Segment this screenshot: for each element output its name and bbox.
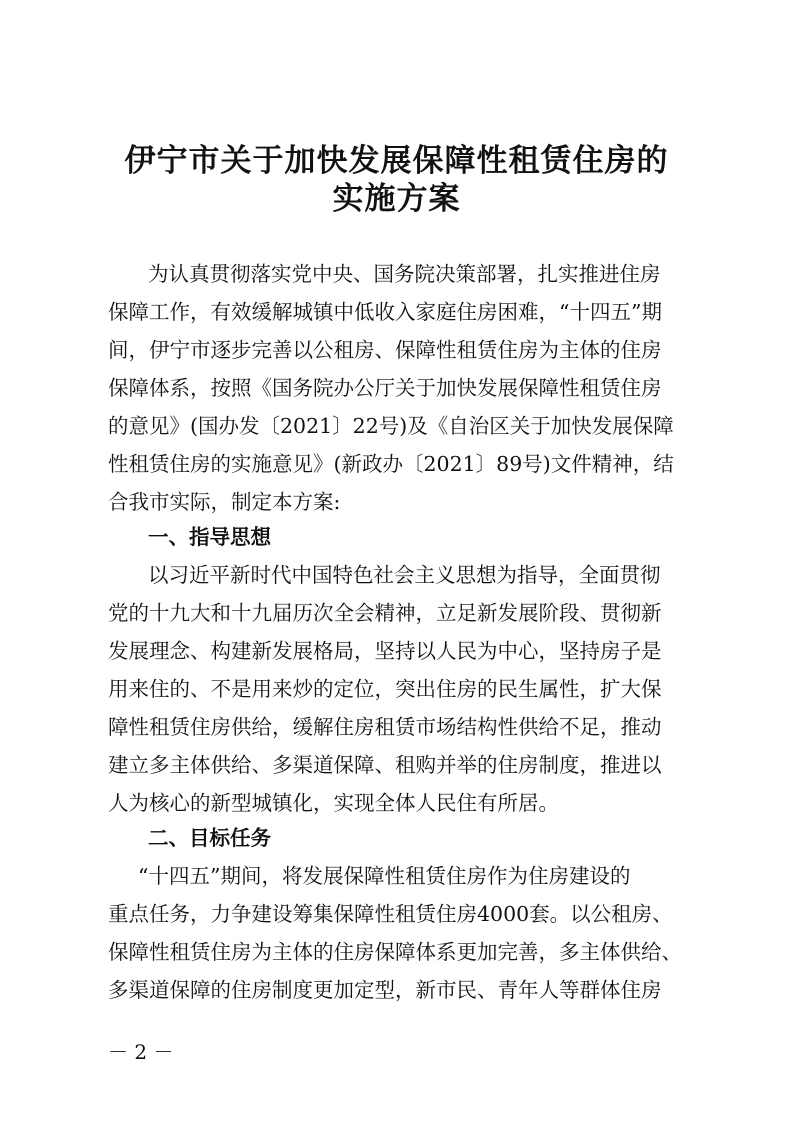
section1-paragraph-line: 党的十九大和十九届历次全会精神，立足新发展阶段、贯彻新 bbox=[108, 601, 662, 625]
section1-paragraph-line: 人为核心的新型城镇化，实现全体人民住有所居。 bbox=[108, 791, 559, 815]
section1-paragraph-line: 发展理念、构建新发展格局，坚持以人民为中心，坚持房子是 bbox=[108, 639, 662, 663]
section2-paragraph-line: 重点任务，力争建设筹集保障性租赁住房4000套。以公租房、 bbox=[108, 902, 673, 926]
intro-paragraph-line: 的意见》(国办发〔2021〕22号)及《自治区关于加快发展保障 bbox=[108, 414, 674, 438]
section1-paragraph-line: 以习近平新时代中国特色社会主义思想为指导，全面贯彻 bbox=[148, 563, 661, 587]
document-title-line-2: 实施方案 bbox=[332, 181, 461, 217]
page-number: － 2 － bbox=[108, 1040, 174, 1064]
intro-paragraph-line: 保障工作，有效缓解城镇中低收入家庭住房困难，“十四五”期 bbox=[108, 300, 662, 324]
intro-paragraph-line: 间，伊宁市逐步完善以公租房、保障性租赁住房为主体的住房 bbox=[108, 338, 662, 362]
intro-paragraph-line: 性租赁住房的实施意见》(新政办〔2021〕89号)文件精神，结 bbox=[108, 452, 674, 476]
section2-paragraph-line: 多渠道保障的住房制度更加定型，新市民、青年人等群体住房 bbox=[108, 978, 662, 1002]
section2-paragraph-line: 保障性租赁住房为主体的住房保障体系更加完善，多主体供给、 bbox=[108, 940, 682, 964]
section1-paragraph-line: 建立多主体供给、多渠道保障、租购并举的住房制度，推进以 bbox=[108, 753, 662, 777]
intro-paragraph-line: 合我市实际，制定本方案: bbox=[108, 490, 341, 514]
document-title-line-1: 伊宁市关于加快发展保障性租赁住房的 bbox=[124, 143, 669, 179]
section2-paragraph-line: “十四五”期间，将发展保障性租赁住房作为住房建设的 bbox=[138, 864, 631, 888]
section-heading-guiding-ideology: 一、指导思想 bbox=[148, 525, 271, 549]
intro-paragraph-line: 为认真贯彻落实党中央、国务院决策部署，扎实推进住房 bbox=[148, 262, 661, 286]
section1-paragraph-line: 障性租赁住房供给，缓解住房租赁市场结构性供给不足，推动 bbox=[108, 715, 662, 739]
intro-paragraph-line: 保障体系，按照《国务院办公厅关于加快发展保障性租赁住房 bbox=[108, 376, 662, 400]
section-heading-goals-tasks: 二、目标任务 bbox=[148, 826, 271, 850]
section1-paragraph-line: 用来住的、不是用来炒的定位，突出住房的民生属性，扩大保 bbox=[108, 677, 662, 701]
